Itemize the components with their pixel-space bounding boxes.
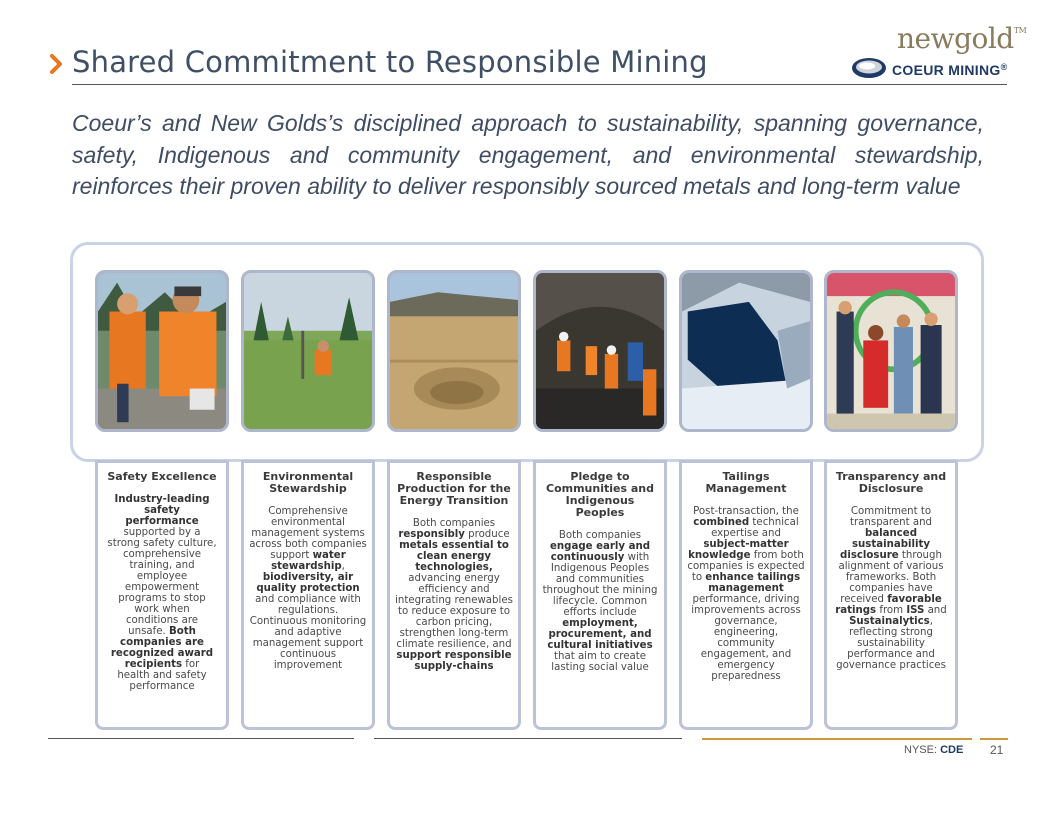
body-text: and compliance with regulations. Continuous monitoring and adaptive management support continuous improvement — [249, 594, 367, 671]
body-text: Post-transaction, the — [693, 506, 799, 517]
pillar-card-energy-transition — [387, 460, 521, 730]
emphasis-text: enhance tailings management — [705, 572, 801, 594]
body-text: Comprehensive environmental management systems across both companies support — [249, 506, 367, 561]
body-text: and — [924, 605, 947, 616]
pillar-body — [832, 506, 950, 671]
page-number: 21 — [990, 743, 1004, 757]
emphasis-text: subject-matter knowledge — [688, 539, 789, 561]
pillar-card-tailings — [679, 460, 813, 730]
pillar-title: Tailings Management — [705, 470, 787, 495]
emphasis-text: engage early and continuously — [550, 541, 650, 563]
body-text: Commitment to transparent and — [850, 506, 932, 528]
pillar-card-safety — [95, 460, 229, 730]
footer-rule-left — [48, 738, 354, 739]
pillar-body — [103, 494, 221, 692]
emphasis-text: water stewardship — [271, 550, 346, 572]
coeur-mining-registered: ® — [1000, 62, 1008, 72]
pillar-body — [395, 518, 513, 672]
chevron-right-icon — [47, 52, 69, 76]
underground-workers-photo — [533, 270, 667, 432]
environmental-field-photo — [241, 270, 375, 432]
emphasis-text: responsibly — [398, 529, 465, 540]
pillar-card-transparency — [824, 460, 958, 730]
emphasis-text: combined — [693, 517, 750, 528]
coeur-mining-name: COEUR MINING — [892, 62, 1001, 78]
ticker-prefix: NYSE: — [904, 744, 941, 756]
emphasis-text: favorable ratings — [835, 594, 942, 616]
pillar-title: Transparency and Disclosure — [835, 470, 947, 495]
footer-rule-gold-short — [980, 738, 1008, 740]
body-text: that aim to create lasting social value — [551, 651, 649, 673]
emphasis-text: biodiversity, air quality protection — [256, 572, 360, 594]
body-text: , reflecting strong sustainability performance and governance practices — [836, 616, 946, 671]
footer-rule-middle — [374, 738, 682, 739]
body-text: for health and safety performance — [117, 659, 207, 692]
emphasis-text: Both companies are recognized award recipients — [110, 626, 214, 670]
coeur-emblem-icon — [850, 55, 890, 81]
ticker-symbol: CDE — [940, 744, 964, 756]
pillar-title: Safety Excellence — [107, 470, 217, 483]
award-ceremony-photo — [824, 270, 958, 432]
pillar-body — [249, 506, 367, 671]
newgold-logo-text: newgold — [897, 22, 1014, 55]
body-text: Both companies — [558, 530, 642, 541]
newgold-logo-tm: TM — [1013, 26, 1027, 35]
intro-statement: Coeur’s and New Golds’s disciplined approach to sustainability, spanning governance, safety, Indigenous and community engagement, and environmental stewardship, reinforces their proven ability to deliver responsibly sourced metals and long-term value — [72, 110, 984, 199]
body-text: with Indigenous Peoples and communities throughout the mining lifecycle. Common efforts include — [542, 552, 658, 618]
emphasis-text: ISS — [906, 605, 925, 616]
emphasis-text: support responsible supply-chains — [396, 650, 512, 672]
body-text: Both companies — [412, 518, 496, 529]
tailings-facility-photo — [679, 270, 813, 432]
title-divider — [72, 84, 1007, 85]
emphasis-text: employment, procurement, and cultural initiatives — [547, 618, 653, 651]
coeur-mining-logo-text — [892, 62, 1008, 78]
emphasis-text: Sustainalytics — [849, 616, 930, 627]
pillar-card-environment — [241, 460, 375, 730]
body-text: performance, driving improvements across governance, engineering, community engagement, and emergency preparedness — [691, 594, 801, 682]
body-text: through alignment of various frameworks. Both companies have received — [838, 550, 944, 605]
emphasis-text: metals essential to clean energy technologies, — [399, 540, 509, 573]
ticker-label — [904, 744, 963, 756]
body-text: produce — [464, 529, 510, 540]
body-text: technical expertise and — [711, 517, 799, 539]
safety-workers-photo — [95, 270, 229, 432]
pillar-title: Responsible Production for the Energy Transition — [397, 470, 511, 507]
pillar-card-communities — [533, 460, 667, 730]
emphasis-text: balanced sustainability disclosure — [840, 528, 931, 561]
body-text: advancing energy efficiency and integrating renewables to reduce exposure to carbon pricing, strengthen long-term climate resilience, and — [395, 573, 513, 650]
open-pit-mine-photo — [387, 270, 521, 432]
pillar-title: Pledge to Communities and Indigenous Peoples — [546, 470, 654, 519]
body-text: from — [876, 605, 907, 616]
page-title: Shared Commitment to Responsible Mining — [72, 45, 708, 79]
newgold-logo — [897, 22, 1026, 55]
pillar-body — [541, 530, 659, 673]
pillar-body — [687, 506, 805, 682]
pillar-title: Environmental Stewardship — [262, 470, 354, 495]
body-text: supported by a strong safety culture, comprehensive training, and employee empowerment programs to stop work when conditions are unsafe. — [107, 527, 217, 637]
footer-rule-gold — [702, 738, 972, 740]
emphasis-text: Industry-leading safety performance — [114, 494, 210, 527]
body-text: , — [341, 561, 345, 572]
coeur-mining-logo — [850, 54, 1016, 82]
body-text: from both companies is expected to — [687, 550, 805, 583]
